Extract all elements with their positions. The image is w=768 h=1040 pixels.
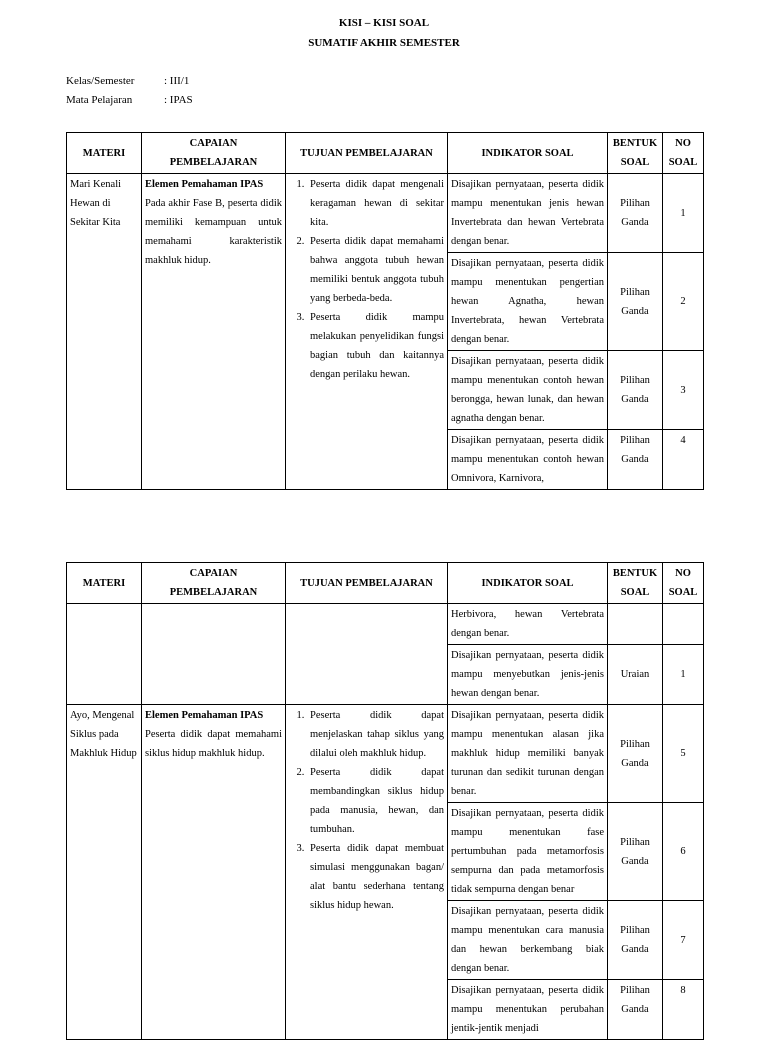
bentuk-cell: Pilihan Ganda [608, 705, 663, 803]
bentuk-cell: Pilihan Ganda [608, 901, 663, 980]
capaian-title: Elemen Pemahaman IPAS [145, 179, 264, 190]
kelas-value: : III/1 [164, 75, 190, 87]
materi-text: Ayo, Mengenal Siklus pada Makhluk Hidup [70, 710, 137, 759]
indikator-cell: Disajikan pernyataan, peserta didik mampu menentukan fase pertumbuhan pada metamorfosis sempurna dan pada metamorfosis tidak sempurna dengan benar [448, 803, 608, 901]
capaian-cell [142, 705, 286, 1040]
indikator-cell: Disajikan pernyataan, peserta didik mampu menyebutkan jenis-jenis hewan dengan benar. [448, 645, 608, 705]
materi-cell [67, 174, 142, 490]
header-indikator: INDIKATOR SOAL [448, 133, 608, 174]
tujuan-cell [286, 705, 448, 1040]
header-no: NO SOAL [663, 563, 704, 604]
materi-cell [67, 705, 142, 1040]
header-capaian: CAPAIAN PEMBELAJARAN [142, 563, 286, 604]
tujuan-item: 2. Peserta didik dapat membandingkan siklus hidup pada manusia, hewan, dan tumbuhan. [307, 763, 444, 839]
materi-cell-empty [67, 604, 142, 705]
header-bentuk: BENTUK SOAL [608, 133, 663, 174]
bentuk-cell: Pilihan Ganda [608, 253, 663, 351]
indikator-cell: Disajikan pernyataan, peserta didik mampu menentukan cara manusia dan hewan berkembang biak dengan benar. [448, 901, 608, 980]
header-tujuan: TUJUAN PEMBELAJARAN [286, 133, 448, 174]
indikator-cell: Disajikan pernyataan, peserta didik mampu menentukan perubahan jentik-jentik menjadi [448, 980, 608, 1040]
tujuan-cell-empty [286, 604, 448, 705]
header-capaian: CAPAIAN PEMBELAJARAN [142, 133, 286, 174]
tujuan-item: 1. Peserta didik dapat mengenali keragaman hewan di sekitar kita. [307, 175, 444, 232]
no-cell: 7 [663, 901, 704, 980]
mapel-row [66, 94, 193, 106]
indikator-cell: Disajikan pernyataan, peserta didik mampu menentukan contoh hewan Omnivora, Karnivora, [448, 430, 608, 490]
table-row [67, 604, 704, 645]
indikator-cell: Disajikan pernyataan, peserta didik mampu menentukan jenis hewan Invertebrata dan hewan Vertebrata dengan benar. [448, 174, 608, 253]
mapel-label: Mata Pelajaran [66, 94, 133, 106]
mapel-value: : IPAS [164, 94, 193, 106]
tujuan-list [289, 706, 444, 915]
bentuk-cell: Uraian [608, 645, 663, 705]
no-cell: 1 [663, 174, 704, 253]
indikator-cell: Disajikan pernyataan, peserta didik mampu menentukan contoh hewan berongga, hewan lunak, dan hewan agnatha dengan benar. [448, 351, 608, 430]
header-materi: MATERI [67, 563, 142, 604]
bentuk-cell: Pilihan Ganda [608, 803, 663, 901]
no-cell: 6 [663, 803, 704, 901]
tujuan-item: 1. Peserta didik dapat menjelaskan tahap siklus yang dilalui oleh makhluk hidup. [307, 706, 444, 763]
table-row [67, 705, 704, 803]
document-title: KISI – KISI SOAL [338, 17, 430, 29]
kelas-label: Kelas/Semester [66, 75, 135, 87]
capaian-text: Peserta didik dapat memahami siklus hidup makhluk hidup. [145, 729, 282, 759]
no-cell: 1 [663, 645, 704, 705]
materi-text: Mari Kenali Hewan di Sekitar Kita [70, 179, 122, 228]
no-cell: 4 [663, 430, 704, 490]
bentuk-cell: Pilihan Ganda [608, 351, 663, 430]
tujuan-item: 3. Peserta didik dapat membuat simulasi menggunakan bagan/ alat bantu sederhana tentang siklus hidup hewan. [307, 839, 444, 915]
header-indikator: INDIKATOR SOAL [448, 563, 608, 604]
kisi-table-page2 [66, 562, 704, 1040]
capaian-title: Elemen Pemahaman IPAS [145, 710, 264, 721]
header-no: NO SOAL [663, 133, 704, 174]
indikator-cell: Disajikan pernyataan, peserta didik mampu menentukan pengertian hewan Agnatha, hewan Invertebrata, hewan Vertebrata dengan benar. [448, 253, 608, 351]
document-subtitle: SUMATIF AKHIR SEMESTER [308, 37, 460, 49]
no-cell: 5 [663, 705, 704, 803]
capaian-cell [142, 174, 286, 490]
header-tujuan: TUJUAN PEMBELAJARAN [286, 563, 448, 604]
table-header-row [67, 133, 704, 174]
indikator-cell: Disajikan pernyataan, peserta didik mampu menentukan alasan jika makhluk hidup memiliki banyak turunan dan sedikit turunan dengan benar. [448, 705, 608, 803]
no-cell: 3 [663, 351, 704, 430]
bentuk-cell: Pilihan Ganda [608, 980, 663, 1040]
no-cell-empty [663, 604, 704, 645]
table-row [67, 174, 704, 253]
tujuan-item: 2. Peserta didik dapat memahami bahwa anggota tubuh hewan memiliki bentuk anggota tubuh yang berbeda-beda. [307, 232, 444, 308]
no-cell: 2 [663, 253, 704, 351]
bentuk-cell: Pilihan Ganda [608, 174, 663, 253]
tujuan-item: 3. Peserta didik mampu melakukan penyelidikan fungsi bagian tubuh dan kaitannya dengan perilaku hewan. [307, 308, 444, 384]
tujuan-list [289, 175, 444, 384]
bentuk-cell-empty [608, 604, 663, 645]
kelas-row [66, 75, 189, 87]
capaian-text: Pada akhir Fase B, peserta didik memiliki kemampuan untuk memahami karakteristik makhluk hidup. [145, 198, 282, 266]
capaian-cell-empty [142, 604, 286, 705]
kisi-table-page1 [66, 132, 704, 490]
bentuk-cell: Pilihan Ganda [608, 430, 663, 490]
table-header-row [67, 563, 704, 604]
tujuan-cell [286, 174, 448, 490]
header-bentuk: BENTUK SOAL [608, 563, 663, 604]
indikator-cell: Herbivora, hewan Vertebrata dengan benar. [448, 604, 608, 645]
no-cell: 8 [663, 980, 704, 1040]
header-materi: MATERI [67, 133, 142, 174]
